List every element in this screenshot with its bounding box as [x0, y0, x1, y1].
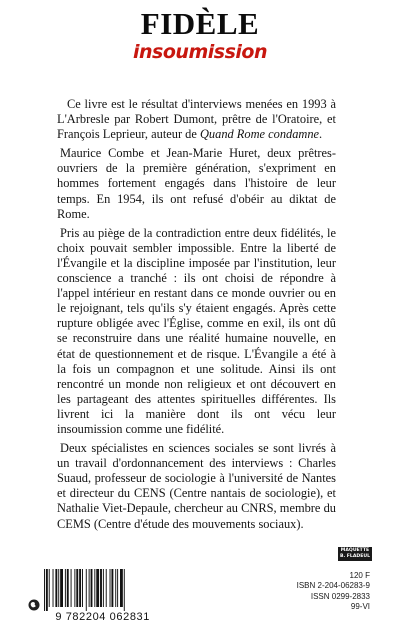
blurb-paragraph-3: Pris au piège de la contradiction entre deux fidélités, le choix pouvait sembler impossible. Entre la liberté de l'Évangile et la discipline imposée par l'institution, leur conscience a tranché : ils ont choisi de répondre à l'appel intérieur en restant dans ce monde ouvrier ou en le rejoignant, tels qu'ils s'y étaient engagés. Après cette rupture obligée avec l'Église, comme en exil, ils ont dû se reconstruire dans une réalité humaine nouvelle, en état de questionnement et de risque. L'Évangile a été à la fois un compagnon et une solitude. Ainsi ils ont rencontré un monde non religieux et ont découvert en les partageant des attentes spirituelles différentes. Ils livrent ici la manière dont ils ont vécu leur insoumission comme une fidélité.: [57, 225, 336, 436]
barcode-bar: [111, 569, 113, 607]
barcode-bar: [91, 569, 93, 607]
barcode-bar: [120, 569, 123, 607]
issn: ISSN 0299-2833: [310, 591, 370, 601]
edition-code: 99-VI: [350, 601, 370, 611]
barcode-bar: [110, 569, 111, 607]
barcode-bar: [89, 569, 90, 607]
barcode-bar: [124, 569, 125, 611]
barcode-bar: [60, 569, 63, 607]
barcode-bar: [67, 569, 69, 607]
barcode-bar: [55, 569, 57, 607]
barcode-bar: [96, 569, 99, 607]
barcode-bar: [58, 569, 59, 607]
barcode-bar: [94, 569, 95, 607]
barcode-bar: [49, 569, 50, 607]
book-subtitle: insoumission: [133, 41, 267, 63]
barcode-bar: [76, 569, 78, 607]
barcode-bar: [74, 569, 75, 607]
barcode-bar: [86, 569, 87, 611]
barcode: [42, 569, 150, 611]
publication-info: [297, 571, 370, 612]
barcode-bar: [117, 569, 118, 607]
barcode-digits: 9 782204 062831: [55, 611, 150, 623]
barcode-bar: [100, 569, 102, 607]
blurb-paragraph-1: Ce livre est le résultat d'interviews menées en 1993 à L'Arbresle par Robert Dumont, prêtre de l'Oratoire, et François Leprieur, auteur de Quand Rome condamne.: [57, 97, 336, 142]
book-reference: Quand Rome condamne: [199, 127, 320, 142]
globe-icon: [28, 599, 40, 611]
barcode-block: [28, 569, 150, 625]
barcode-bar: [106, 569, 107, 607]
publisher-logo: MAQUETTE B. FLADEUL: [339, 548, 371, 559]
barcode-bar: [103, 569, 104, 607]
barcode-bar: [79, 569, 81, 607]
barcode-bar: [71, 569, 72, 607]
book-title: FIDÈLE: [140, 6, 260, 41]
barcode-bar: [82, 569, 83, 607]
blurb: [57, 97, 336, 536]
barcode-bar: [115, 569, 116, 607]
blurb-paragraph-2: Maurice Combe et Jean-Marie Huret, deux prêtres-ouvriers de la première génération, s'expriment en hommes fortement engagés dans l'histoire de leur temps. En 1954, ils ont refusé d'obéir au diktat de Rome.: [57, 146, 336, 221]
barcode-bar: [46, 569, 48, 611]
barcode-bar: [65, 569, 66, 607]
barcode-bar: [53, 569, 54, 607]
blurb-paragraph-4: Deux spécialistes en sciences sociales se sont livrés à un travail d'ordonnancement des interviews : Charles Suaud, professeur de sociologie à l'université de Nantes et directeur du CENS (Centre nantais de sociologie), et Nathalie Viet-Depaule, chercheur au CNRS, membre du CEMS (Centre d'étude des mouvements sociaux).: [57, 441, 336, 531]
isbn: ISBN 2-204-06283-9: [296, 581, 370, 591]
barcode-bar: [44, 569, 45, 611]
price: 120 F: [349, 571, 370, 580]
